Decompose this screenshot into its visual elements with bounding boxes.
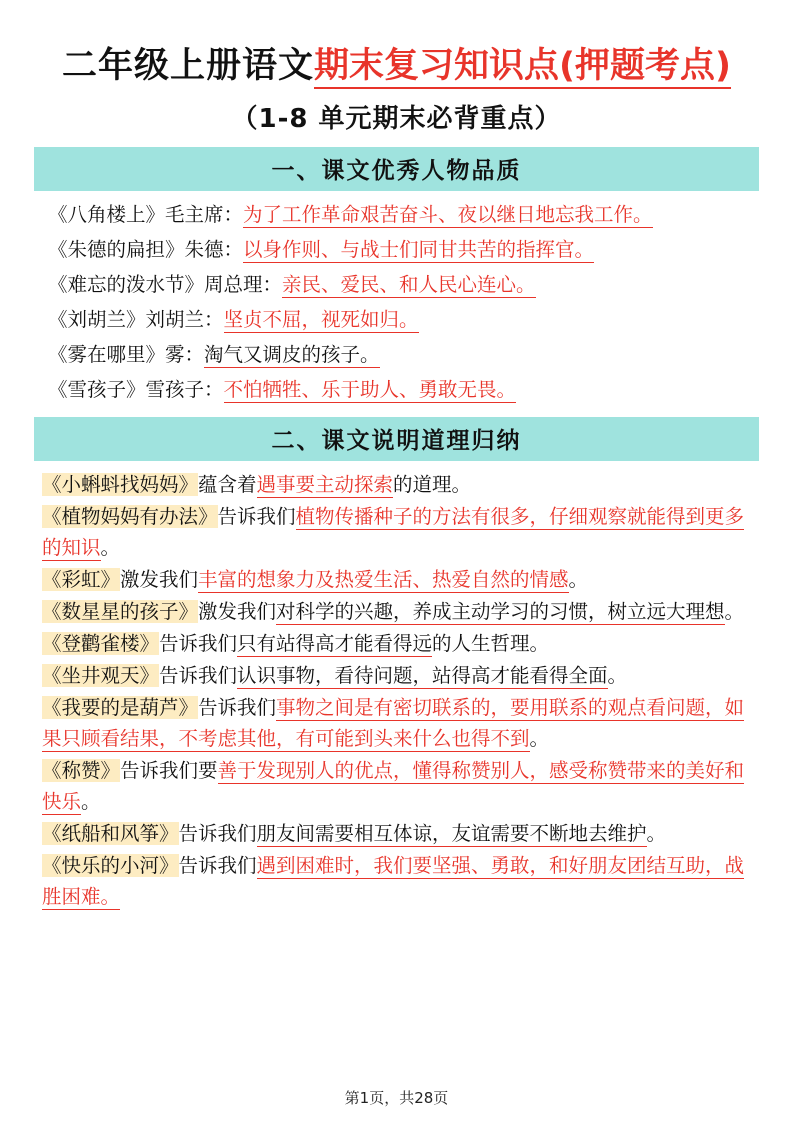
item-prefix: 《八角楼上》毛主席： (48, 203, 244, 226)
page-footer: 第1页，共28页 (344, 1089, 449, 1107)
page-subtitle: （1-8 单元期末必背重点） (231, 104, 562, 134)
item-title: 《纸船和风筝》 (42, 822, 179, 845)
item-content: 亲民、爱民、和人民心连心。 (282, 273, 536, 296)
item-content: 为了工作革命艰苦奋斗、夜以继日地忘我工作。 (243, 203, 653, 226)
item-mid: 告诉我们 (217, 505, 296, 528)
list-item (34, 692, 759, 754)
list-item (34, 818, 759, 849)
item-title: 《彩虹》 (42, 568, 121, 591)
item-title: 《称赞》 (42, 759, 121, 782)
item-title: 《登鹳雀楼》 (42, 632, 160, 655)
item-mid: 告诉我们 (178, 822, 257, 845)
list-item (34, 269, 759, 300)
title-black-part: 二年级上册语文 (61, 46, 314, 86)
item-tail: 的人生哲理。 (432, 632, 550, 655)
item-prefix: 《难忘的泼水节》周总理： (48, 273, 283, 296)
item-content: 淘气又调皮的孩子。 (204, 343, 380, 366)
item-title: 《快乐的小河》 (42, 854, 179, 877)
list-item (34, 234, 759, 265)
item-tail: 。 (100, 536, 121, 559)
item-underline: 丰富的想象力及热爱生活、热爱自然的情感 (198, 568, 569, 591)
item-underline: 认识事物，看待问题，站得高才能看得全面 (237, 664, 608, 687)
item-mid: 告诉我们 (178, 854, 257, 877)
item-mid: 告诉我们要 (120, 759, 218, 782)
title-red-part: 期末复习知识点(押题考点) (314, 46, 731, 89)
item-underline: 善于发现别人的优点，懂得称赞别人，感受称赞带来的美好和快乐 (42, 759, 745, 813)
item-tail: 。 (568, 568, 589, 591)
item-content: 不怕牺牲、乐于助人、勇敢无畏。 (223, 378, 517, 401)
item-mid: 激发我们 (198, 600, 277, 623)
list-item (34, 628, 759, 659)
item-tail: 。 (81, 790, 101, 813)
item-tail: 。 (724, 600, 745, 623)
list-item (34, 596, 759, 627)
list-item (34, 374, 759, 405)
page-title (34, 38, 759, 88)
item-title: 《植物妈妈有办法》 (42, 505, 218, 528)
item-mid: 激发我们 (120, 568, 199, 591)
item-underline: 朋友间需要相互体谅，友谊需要不断地去维护 (256, 822, 647, 845)
item-underline: 对科学的兴趣，养成主动学习的习惯，树立远大理想 (276, 600, 725, 623)
item-underline: 遇到困难时，我们要坚强、勇敢，和好朋友团结互助，战胜困难。 (42, 854, 745, 908)
item-prefix: 《雾在哪里》雾： (48, 343, 205, 366)
item-underline: 事物之间是有密切联系的，要用联系的观点看问题，如果只顾看结果，不考虑其他，有可能到头来什么也得不到 (42, 696, 745, 750)
list-item (34, 850, 759, 912)
section-2-body (34, 469, 759, 912)
item-mid: 告诉我们 (198, 696, 277, 719)
item-prefix: 《刘胡兰》刘胡兰： (48, 308, 224, 331)
item-content: 以身作则、与战士们同甘共苦的指挥官。 (243, 238, 595, 261)
item-tail: 。 (529, 727, 550, 750)
item-title: 《数星星的孩子》 (42, 600, 199, 623)
item-mid: 蕴含着 (198, 473, 257, 496)
item-title: 《小蝌蚪找妈妈》 (42, 473, 199, 496)
list-item (34, 755, 759, 817)
section-heading-2: 二、课文说明道理归纳 (34, 417, 759, 461)
section-1-body (34, 199, 759, 405)
list-item (34, 564, 759, 595)
list-item (34, 339, 759, 370)
item-title: 《坐井观天》 (42, 664, 160, 687)
item-tail: 。 (607, 664, 628, 687)
item-mid: 告诉我们 (159, 664, 238, 687)
item-prefix: 《雪孩子》雪孩子： (48, 378, 224, 401)
item-prefix: 《朱德的扁担》朱德： (48, 238, 244, 261)
list-item (34, 199, 759, 230)
item-underline: 植物传播种子的方法有很多，仔细观察就能得到更多的知识 (42, 505, 745, 559)
list-item (34, 469, 759, 500)
item-title: 《我要的是葫芦》 (42, 696, 199, 719)
item-tail: 的道理。 (393, 473, 472, 496)
item-underline: 遇事要主动探索 (256, 473, 394, 496)
item-mid: 告诉我们 (159, 632, 238, 655)
list-item (34, 501, 759, 563)
list-item (34, 304, 759, 335)
item-underline: 只有站得高才能看得远 (237, 632, 433, 655)
item-tail: 。 (646, 822, 667, 845)
list-item (34, 660, 759, 691)
section-heading-1: 一、课文优秀人物品质 (34, 147, 759, 191)
item-content: 坚贞不屈，视死如归。 (223, 308, 419, 331)
